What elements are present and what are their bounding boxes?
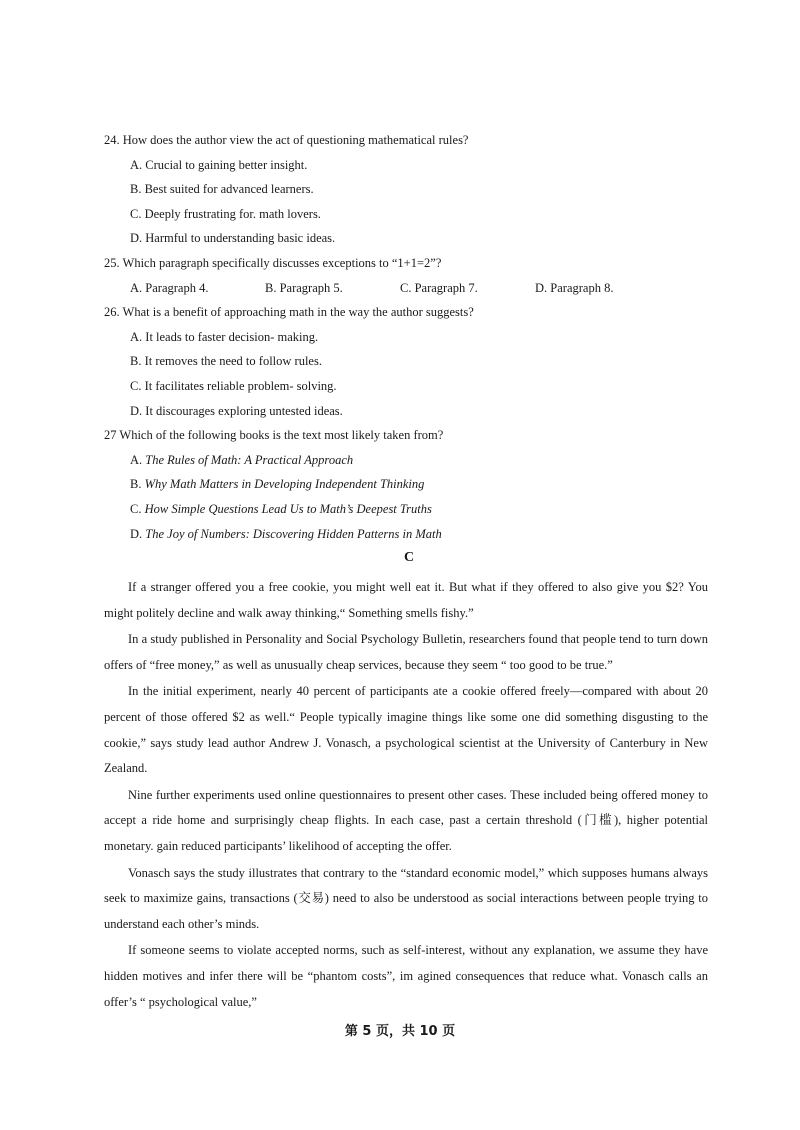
question-25-option-c: C. Paragraph 7. xyxy=(400,280,478,295)
book-title: The Joy of Numbers: Discovering Hidden Patterns in Math xyxy=(145,526,442,541)
question-25-option-a: A. Paragraph 4. xyxy=(130,280,209,295)
book-title: How Simple Questions Lead Us to Math’s Deepest Truths xyxy=(144,501,432,516)
question-24-option-b: B. Best suited for advanced learners. xyxy=(130,182,314,197)
section-title: C xyxy=(403,550,415,566)
reading-passage xyxy=(104,575,708,1016)
passage-paragraph-1: If a stranger offered you a free cookie, you might well eat it. But what if they offered to also give you $2? You might politely decline and walk away thinking,“ Something smells fishy.” xyxy=(104,580,708,620)
question-26-option-b: B. It removes the need to follow rules. xyxy=(130,354,322,369)
page-number-footer: 第 5 页，共 10 页 xyxy=(344,1024,456,1039)
question-26-option-c: C. It facilitates reliable problem- solving. xyxy=(130,378,337,393)
book-title: The Rules of Math: A Practical Approach xyxy=(145,452,354,467)
passage-paragraph-2: In a study published in Personality and Social Psychology Bulletin, researchers found that people tend to turn down offers of “free money,” as well as unusually cheap services, because they seem “ too good to be true.” xyxy=(104,632,708,672)
option-letter: C. xyxy=(130,501,142,516)
passage-paragraph-6: If someone seems to violate accepted norms, such as self-interest, without any explanation, we assume they have hidden motives and infer there will be “phantom costs”, im agined consequences that reduce what. Vonasch calls an offer’s “ psychological value,” xyxy=(104,943,708,1009)
question-27-option-c xyxy=(130,497,714,522)
passage-paragraph-5: Vonasch says the study illustrates that contrary to the “standard economic model,” which supposes humans always seek to maximize gains, transactions (交易) need to also be understood as social interactions between people trying to understand each other’s minds. xyxy=(104,865,708,931)
question-24-option-a: A. Crucial to gaining better insight. xyxy=(130,157,308,172)
question-25-options xyxy=(130,276,714,301)
question-26-option-a: A. It leads to faster decision- making. xyxy=(130,329,319,344)
question-27-stem: 27 Which of the following books is the text most likely taken from? xyxy=(104,428,444,443)
question-26-option-d: D. It discourages exploring untested ideas. xyxy=(130,403,343,418)
option-letter: A. xyxy=(130,452,143,467)
question-27-option-a xyxy=(130,448,714,473)
question-25-option-b: B. Paragraph 5. xyxy=(265,280,343,295)
question-24-stem: 24. How does the author view the act of questioning mathematical rules? xyxy=(104,133,469,147)
question-24-option-d: D. Harmful to understanding basic ideas. xyxy=(130,231,336,246)
passage-paragraph-4: Nine further experiments used online questionnaires to present other cases. These included being offered money to accept a ride home and surprisingly cheap flights. In each case, past a certain threshold (门槛), higher potential monetary. gain reduced participants’ likelihood of accepting the offer. xyxy=(104,787,708,853)
question-27-option-b xyxy=(130,472,714,497)
question-block xyxy=(104,128,714,570)
book-title: Why Math Matters in Developing Independent Thinking xyxy=(144,477,425,492)
question-25-stem: 25. Which paragraph specifically discusses exceptions to “1+1=2”? xyxy=(104,255,442,270)
option-letter: B. xyxy=(130,477,142,492)
option-letter: D. xyxy=(130,526,143,541)
question-24-option-c: C. Deeply frustrating for. math lovers. xyxy=(130,206,321,221)
question-25-option-d: D. Paragraph 8. xyxy=(535,280,614,295)
question-26-stem: 26. What is a benefit of approaching math in the way the author suggests? xyxy=(104,305,474,320)
passage-paragraph-3: In the initial experiment, nearly 40 percent of participants ate a cookie offered freely—compared with about 20 percent of those offered $2 as well.“ People typically imagine things like some one did something disgusting to the cookie,” says study lead author Andrew J. Vonasch, a psychological scientist at the University of Canterbury in New Zealand. xyxy=(104,684,708,776)
question-27-option-d xyxy=(130,522,714,547)
